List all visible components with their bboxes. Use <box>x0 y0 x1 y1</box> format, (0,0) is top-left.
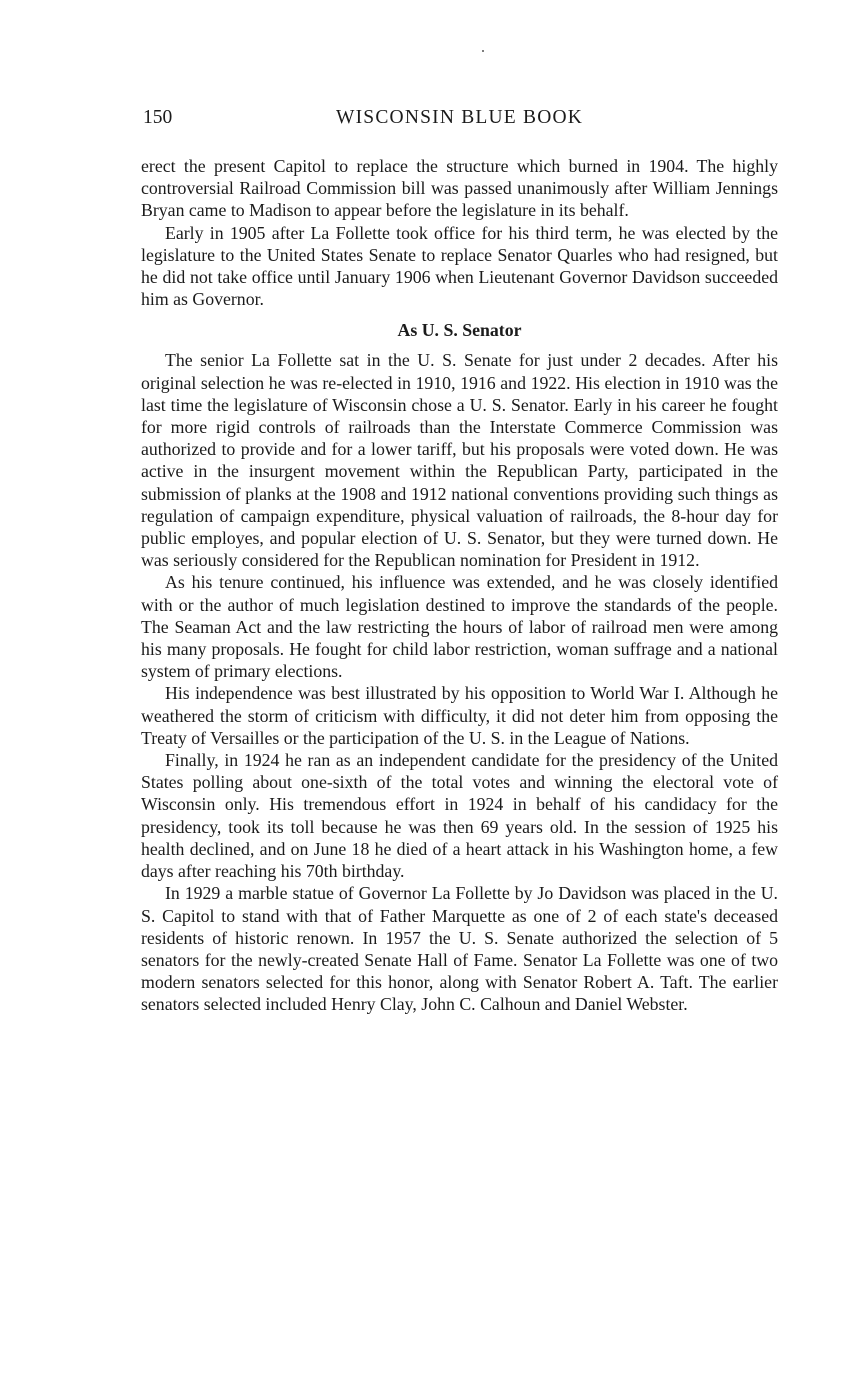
paragraph-continued: erect the present Capitol to replace the structure which burned in 1904. The highly controversial Railroad Commission bill was passed unanimously after William Jennings Bryan came to Madison to appear before the legislature in its behalf. <box>141 156 778 221</box>
paragraph-influence: As his tenure continued, his influence was extended, and he was closely identified with or the author of much legislation destined to improve the standards of the people. The Seaman Act and the law restricting the hours of labor of railroad men were among his many proposals. He fought for child labor restriction, woman suffrage and a national system of primary elections. <box>141 572 778 682</box>
running-head-title: WISCONSIN BLUE BOOK <box>336 107 584 128</box>
page-number: 150 <box>143 107 173 128</box>
print-speck <box>482 50 484 52</box>
body-text <box>141 155 778 1016</box>
paragraph-presidential-run: Finally, in 1924 he ran as an independent candidate for the presidency of the United States polling about one-sixth of the total votes and winning the electoral vote of Wisconsin only. His tremendous effort in 1924 in behalf of his candidacy for the presidency, took its toll because he was then 69 years old. In the session of 1925 his health declined, and on June 18 he died of a heart attack in his Washington home, a few days after reaching his 70th birthday. <box>141 750 778 882</box>
paragraph-independence: His independence was best illustrated by his opposition to World War I. Although he weathered the storm of criticism with difficulty, it did not deter him from opposing the Treaty of Versailles or the participation of the U. S. in the League of Nations. <box>141 683 778 748</box>
paragraph-senate-election: Early in 1905 after La Follette took office for his third term, he was elected by the legislature to the United States Senate to replace Senator Quarles who had resigned, but he did not take office until January 1906 when Lieutenant Governor Davidson succeeded him as Governor. <box>141 222 778 310</box>
paragraph-senate-career: The senior La Follette sat in the U. S. Senate for just under 2 decades. After his original selection he was re-elected in 1910, 1916 and 1922. His election in 1910 was the last time the legislature of Wisconsin chose a U. S. Senator. Early in his career he fought for more rigid controls of railroads than the Interstate Commerce Commission was authorized to provide and for a lower tariff, but his proposals were voted down. He was active in the insurgent movement within the Republican Party, participated in the submission of planks at the 1908 and 1912 national conventions providing such things as regulation of campaign expenditure, physical valuation of railroads, the 8-hour day for public employes, and popular election of U. S. Senator, but they were turned down. He was seriously considered for the Republican nomination for President in 1912. <box>141 350 778 571</box>
paragraph-statue-and-honors: In 1929 a marble statue of Governor La Follette by Jo Davidson was placed in the U. S. Capitol to stand with that of Father Marquette as one of 2 of each state's deceased residents of historic renown. In 1957 the U. S. Senate authorized the selection of 5 senators for the newly-created Senate Hall of Fame. Senator La Follette was one of two modern senators selected for this honor, along with Senator Robert A. Taft. The earlier senators selected included Henry Clay, John C. Calhoun and Daniel Webster. <box>141 883 778 1015</box>
running-head <box>143 104 779 132</box>
section-heading: As U. S. Senator <box>397 320 522 341</box>
